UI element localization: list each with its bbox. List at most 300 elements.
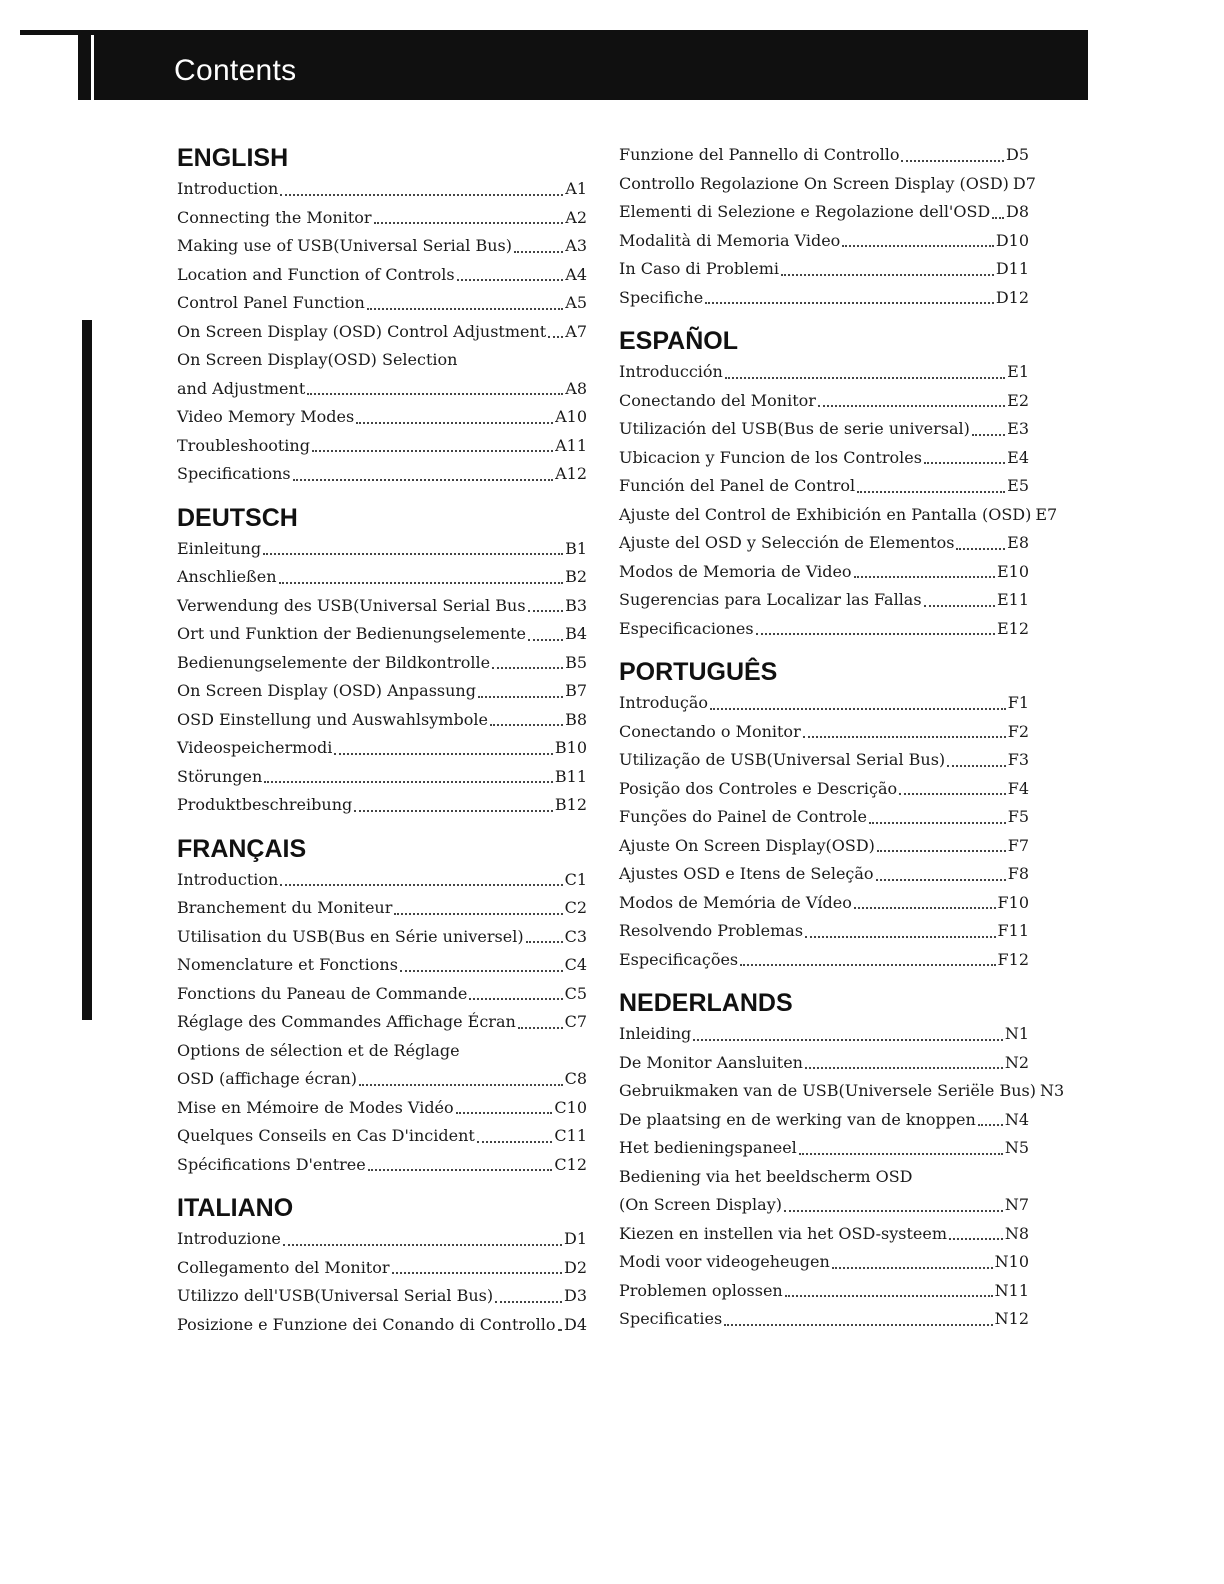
toc-entry-page: F4 — [1007, 778, 1029, 798]
dot-leader — [899, 793, 1006, 795]
toc-entry-page: A5 — [565, 293, 587, 312]
toc-entry — [619, 1305, 1029, 1334]
toc-entry-title: Specificaties — [619, 1309, 723, 1328]
toc-entry-title: Control Panel Function — [177, 293, 365, 312]
toc-entry-title: Ajuste On Screen Display(OSD) — [619, 835, 875, 855]
toc-entry — [619, 1077, 1065, 1106]
toc-entry-title: Réglage des Commandes Affichage Écran — [177, 1012, 516, 1031]
toc-entry — [177, 1151, 587, 1180]
toc-entry-page: C10 — [554, 1097, 587, 1117]
toc-entry-page: F5 — [1007, 807, 1029, 826]
toc-entry-page: F7 — [1007, 835, 1029, 855]
dot-leader — [477, 1141, 553, 1143]
toc-entry-title: Conectando o Monitor — [619, 721, 801, 741]
toc-entry — [177, 677, 587, 706]
toc-entry-title: On Screen Display(OSD) Selection — [177, 350, 458, 369]
dot-leader — [367, 308, 563, 310]
dot-leader — [949, 1238, 1003, 1240]
toc-entry-page: C3 — [564, 926, 587, 946]
toc-entry-title: On Screen Display (OSD) Control Adjustment — [177, 321, 547, 341]
dot-leader — [283, 1244, 562, 1246]
toc-section — [619, 141, 1036, 312]
toc-entry-title: Posição dos Controles e Descrição — [619, 778, 898, 798]
dot-leader — [924, 605, 995, 607]
toc-entry — [177, 894, 587, 923]
toc-entry-title: Sugerencias para Localizar las Fallas — [619, 590, 922, 609]
toc-entry-title: Controllo Regolazione On Screen Display (OSD) — [619, 173, 1009, 193]
toc-entry-title: Funzione del Pannello di Controllo — [619, 145, 900, 164]
toc-entry-title: Utilização de USB(Universal Serial Bus) — [619, 750, 946, 769]
toc-entry-page: D2 — [563, 1257, 587, 1277]
dot-leader — [526, 941, 563, 943]
dot-leader — [756, 633, 995, 635]
toc-section — [177, 143, 587, 489]
toc-entry-page: D10 — [995, 230, 1029, 250]
toc-entry-title: De Monitor Aansluiten — [619, 1052, 803, 1072]
dot-leader — [457, 279, 564, 281]
dot-leader — [832, 1267, 993, 1269]
toc-entry-title: Mise en Mémoire de Modes Vidéo — [177, 1097, 454, 1117]
toc-entry-page: B10 — [554, 738, 587, 757]
toc-entry-title: Branchement du Moniteur — [177, 898, 393, 917]
dot-leader — [978, 1124, 1003, 1126]
dot-leader — [725, 377, 1005, 379]
section-heading: NEDERLANDS — [619, 989, 793, 1017]
toc-entry — [619, 284, 1029, 313]
dot-leader — [293, 479, 553, 481]
dot-leader — [456, 1112, 553, 1114]
dot-leader — [518, 1027, 563, 1029]
toc-entry — [619, 832, 1029, 861]
toc-section — [177, 1193, 587, 1339]
toc-entry-page: C5 — [564, 983, 587, 1003]
toc-entry-page: E5 — [1007, 476, 1029, 495]
toc-entry — [619, 387, 1029, 416]
toc-entry — [619, 718, 1029, 747]
toc-entry-page: B1 — [565, 538, 587, 558]
dot-leader — [528, 610, 564, 612]
toc-entry-page: F12 — [997, 949, 1029, 969]
toc-entry — [177, 261, 587, 290]
toc-entry — [619, 415, 1029, 444]
toc-entry-title: Collegamento del Monitor — [177, 1257, 390, 1277]
toc-entry — [619, 615, 1029, 644]
toc-entry-title: Location and Function of Controls — [177, 264, 455, 284]
dot-leader — [693, 1039, 1003, 1041]
toc-entry — [177, 1282, 587, 1311]
toc-entry-title: Connecting the Monitor — [177, 207, 372, 227]
toc-entry-title: Ubicacion y Funcion de los Controles — [619, 447, 922, 467]
dot-leader — [307, 393, 563, 395]
section-heading: FRANÇAIS — [177, 834, 307, 863]
toc-entry — [177, 375, 587, 404]
toc-entry-title: Produktbeschreibung — [177, 795, 353, 814]
dot-leader — [740, 964, 995, 966]
toc-entry-title: Fonctions du Paneau de Commande — [177, 983, 468, 1003]
toc-entry — [177, 563, 587, 592]
toc-entry-title: Videospeichermodi — [177, 738, 333, 757]
toc-entry — [619, 1248, 1029, 1277]
toc-entry-title: Introduzione — [177, 1229, 281, 1248]
toc-entry — [619, 227, 1029, 256]
section-heading: DEUTSCH — [177, 503, 298, 532]
toc-entry — [177, 535, 587, 564]
toc-entry-page: F10 — [997, 892, 1029, 912]
toc-entry-page: N11 — [994, 1280, 1029, 1300]
toc-entry — [619, 803, 1029, 832]
toc-entry-page: F11 — [997, 921, 1029, 940]
toc-entry-page: A4 — [565, 264, 587, 284]
toc-entry-title: Posizione e Funzione dei Conando di Controllo — [177, 1314, 556, 1334]
toc-entry-page: A2 — [565, 207, 587, 227]
toc-entry — [177, 980, 587, 1009]
toc-entry-page: A11 — [555, 435, 587, 455]
toc-entry-page: B4 — [565, 624, 587, 643]
toc-entry-title: Modos de Memória de Vídeo — [619, 892, 852, 912]
toc-entry — [619, 689, 1029, 718]
toc-entry-title: Utilización del USB(Bus de serie universal) — [619, 419, 970, 438]
toc-entry-page: N12 — [994, 1309, 1029, 1328]
header-bar — [94, 30, 1088, 100]
dot-leader — [710, 708, 1006, 710]
section-heading: ESPAÑOL — [619, 327, 738, 355]
dot-leader — [876, 879, 1006, 881]
dot-leader — [901, 160, 1004, 162]
toc-entry — [619, 1049, 1029, 1078]
dot-leader — [263, 553, 563, 555]
toc-entry-title: Ajustes OSD e Itens de Seleção — [619, 864, 874, 883]
dot-leader — [972, 434, 1005, 436]
dot-leader — [356, 422, 553, 424]
toc-entry — [619, 501, 1058, 530]
toc-entry — [177, 649, 587, 678]
header-bracket — [78, 30, 91, 100]
toc-entry-title: OSD (affichage écran) — [177, 1069, 358, 1088]
toc-section — [619, 657, 1029, 974]
toc-entry-page: C2 — [564, 898, 587, 917]
dot-leader — [490, 724, 563, 726]
toc-entry-page: E8 — [1007, 533, 1029, 552]
toc-entry — [177, 289, 587, 318]
dot-leader — [785, 1295, 993, 1297]
toc-entry-title: Het bedieningspaneel — [619, 1138, 797, 1157]
toc-entry-page: F2 — [1007, 721, 1029, 741]
toc-entry-page: N2 — [1004, 1052, 1029, 1072]
toc-entry — [177, 791, 587, 820]
toc-entry-title: Quelques Conseils en Cas D'incident — [177, 1126, 475, 1145]
toc-entry — [177, 620, 587, 649]
toc-entry-page: N10 — [994, 1252, 1029, 1271]
toc-entry-page: C4 — [564, 955, 587, 974]
toc-entry-page: B12 — [554, 795, 587, 814]
toc-entry-page: N3 — [1040, 1081, 1065, 1100]
toc-right-column — [619, 143, 1065, 1334]
toc-entry-title: Conectando del Monitor — [619, 390, 816, 410]
toc-entry-title: Utilizzo dell'USB(Universal Serial Bus) — [177, 1286, 494, 1305]
toc-entry-title: De plaatsing en de werking van de knoppen — [619, 1109, 976, 1129]
toc-entry — [177, 1008, 587, 1037]
toc-entry — [619, 1020, 1029, 1049]
dot-leader — [805, 1067, 1003, 1069]
toc-entry-title: In Caso di Problemi — [619, 259, 780, 278]
toc-entry — [619, 472, 1029, 501]
toc-entry-title: Kiezen en instellen via het OSD-systeem — [619, 1223, 947, 1243]
toc-entry-page: N7 — [1004, 1195, 1029, 1214]
dot-leader — [781, 274, 994, 276]
dot-leader — [842, 245, 994, 247]
toc-entry — [619, 255, 1029, 284]
side-bar — [82, 320, 92, 1020]
toc-entry-page: B7 — [565, 681, 587, 700]
dot-leader — [374, 222, 564, 224]
toc-entry-page: B2 — [565, 567, 587, 586]
dot-leader — [312, 450, 553, 452]
toc-entry-title: Video Memory Modes — [177, 407, 355, 426]
toc-entry-title: Inleiding — [619, 1024, 692, 1043]
dot-leader — [558, 1329, 562, 1331]
toc-entry-page: B5 — [565, 652, 587, 672]
toc-entry-page: A1 — [565, 179, 587, 198]
dot-leader — [334, 753, 553, 755]
toc-entry — [177, 175, 587, 204]
toc-entry-title: Funções do Painel de Controle — [619, 807, 867, 826]
toc-entry — [177, 706, 587, 735]
toc-entry-title: Bedienungselemente der Bildkontrolle — [177, 652, 491, 672]
toc-entry — [177, 204, 587, 233]
toc-entry — [619, 775, 1029, 804]
toc-entry — [177, 923, 587, 952]
dot-leader — [548, 336, 563, 338]
toc-entry — [177, 592, 587, 621]
toc-entry-title: Ort und Funktion der Bedienungselemente — [177, 624, 526, 643]
dot-leader — [705, 302, 994, 304]
toc-entry — [177, 1065, 587, 1094]
section-heading: ITALIANO — [177, 1194, 294, 1222]
toc-entry — [177, 403, 587, 432]
toc-entry-title: Problemen oplossen — [619, 1280, 783, 1300]
toc-entry-title: Verwendung des USB(Universal Serial Bus — [177, 595, 526, 615]
toc-section — [619, 326, 1058, 643]
dot-leader — [469, 998, 562, 1000]
toc-entry — [177, 763, 587, 792]
toc-entry-title: Especificaciones — [619, 618, 754, 638]
toc-entry-page: C7 — [564, 1012, 587, 1031]
toc-entry — [619, 946, 1029, 975]
toc-entry-page: A10 — [555, 407, 587, 426]
toc-entry-page: E10 — [996, 561, 1029, 581]
toc-entry-page: D4 — [563, 1314, 587, 1334]
section-heading: ENGLISH — [177, 144, 289, 172]
toc-entry-title: Utilisation du USB(Bus en Série universel) — [177, 926, 524, 946]
toc-entry — [619, 170, 1036, 199]
toc-entry-title: Especificações — [619, 949, 739, 969]
toc-entry-page: N4 — [1004, 1109, 1029, 1129]
toc-entry-page: E7 — [1035, 504, 1058, 524]
dot-leader — [857, 491, 1005, 493]
toc-entry — [177, 318, 587, 347]
toc-entry-page: N5 — [1004, 1138, 1029, 1157]
dot-leader — [924, 462, 1005, 464]
toc-entry — [619, 558, 1029, 587]
toc-entry-page: F8 — [1007, 864, 1029, 883]
toc-entry-page: A7 — [565, 321, 587, 341]
toc-entry — [619, 746, 1029, 775]
toc-entry-page: N8 — [1004, 1223, 1029, 1243]
dot-leader — [280, 884, 562, 886]
toc-entry-title: (On Screen Display) — [619, 1195, 782, 1214]
toc-entry-title: Spécifications D'entree — [177, 1154, 366, 1174]
dot-leader — [478, 696, 563, 698]
toc-entry-title: Nomenclature et Fonctions — [177, 955, 398, 974]
dot-leader — [528, 639, 563, 641]
dot-leader — [877, 850, 1006, 852]
toc-entry-title: Elementi di Selezione e Regolazione dell'OSD — [619, 202, 991, 221]
dot-leader — [354, 810, 553, 812]
toc-entry-title: Introducción — [619, 362, 723, 381]
toc-entry-title: On Screen Display (OSD) Anpassung — [177, 681, 476, 700]
dot-leader — [992, 217, 1004, 219]
dot-leader — [394, 913, 562, 915]
toc-entry — [177, 1037, 587, 1066]
toc-entry-title: Función del Panel de Control — [619, 476, 856, 495]
toc-entry — [177, 866, 587, 895]
toc-entry — [619, 1163, 1029, 1192]
toc-entry — [619, 529, 1029, 558]
toc-entry — [619, 1220, 1029, 1249]
dot-leader — [854, 576, 995, 578]
toc-entry — [177, 432, 587, 461]
page-title: Contents — [174, 54, 297, 87]
toc-entry — [619, 860, 1029, 889]
toc-entry-title: Modos de Memoria de Video — [619, 561, 852, 581]
toc-entry-page: F3 — [1007, 750, 1029, 769]
toc-entry-title: Introdução — [619, 693, 709, 712]
toc-entry-title: Options de sélection et de Réglage — [177, 1040, 460, 1060]
dot-leader — [724, 1324, 992, 1326]
dot-leader — [495, 1301, 562, 1303]
toc-entry — [619, 358, 1029, 387]
dot-leader — [956, 548, 1005, 550]
toc-entry-title: Introduction — [177, 179, 279, 198]
toc-section — [177, 503, 587, 820]
toc-entry — [619, 917, 1029, 946]
toc-entry-title: Modi voor videogeheugen — [619, 1252, 830, 1271]
toc-entry — [619, 1277, 1029, 1306]
toc-entry-page: B3 — [565, 595, 587, 615]
toc-entry-title: Introduction — [177, 869, 279, 889]
toc-entry-title: and Adjustment — [177, 378, 306, 398]
toc-entry-page: D11 — [995, 259, 1029, 278]
toc-entry — [177, 734, 587, 763]
dot-leader — [392, 1272, 562, 1274]
toc-entry — [177, 1225, 587, 1254]
toc-entry-title: Bediening via het beeldscherm OSD — [619, 1166, 913, 1186]
toc-entry — [619, 889, 1029, 918]
toc-entry-title: Ajuste del OSD y Selección de Elementos — [619, 533, 955, 552]
toc-entry-page: D1 — [563, 1229, 587, 1248]
toc-entry-page: C1 — [564, 869, 587, 889]
toc-entry-title: Specifiche — [619, 287, 704, 307]
toc-entry-title: Gebruikmaken van de USB(Universele Seriële Bus) — [619, 1081, 1036, 1100]
toc-entry-title: Making use of USB(Universal Serial Bus) — [177, 236, 512, 255]
dot-leader — [799, 1153, 1003, 1155]
dot-leader — [492, 667, 563, 669]
toc-entry-page: E3 — [1007, 419, 1029, 438]
section-heading: PORTUGUÊS — [619, 658, 778, 686]
toc-entry-page: D12 — [995, 287, 1029, 307]
toc-entry — [177, 1311, 587, 1340]
dot-leader — [947, 765, 1006, 767]
toc-entry-page: D7 — [1012, 173, 1036, 193]
toc-entry — [177, 1254, 587, 1283]
toc-entry — [619, 444, 1029, 473]
dot-leader — [280, 194, 563, 196]
toc-entry — [177, 460, 587, 489]
toc-left-column — [177, 143, 587, 1339]
dot-leader — [400, 970, 563, 972]
toc-entry-page: D3 — [563, 1286, 587, 1305]
dot-leader — [279, 582, 564, 584]
toc-entry — [177, 232, 587, 261]
toc-entry-title: Specifications — [177, 464, 291, 483]
toc-entry-page: D5 — [1005, 145, 1029, 164]
dot-leader — [869, 822, 1006, 824]
toc-entry-page: F1 — [1007, 693, 1029, 712]
dot-leader — [784, 1210, 1003, 1212]
toc-entry-page: C12 — [554, 1154, 587, 1174]
toc-entry-title: Einleitung — [177, 538, 262, 558]
toc-entry-page: C11 — [554, 1126, 587, 1145]
toc-entry-title: Ajuste del Control de Exhibición en Pantalla (OSD) — [619, 504, 1032, 524]
dot-leader — [803, 736, 1006, 738]
toc-entry — [177, 951, 587, 980]
toc-entry-page: A12 — [555, 464, 587, 483]
dot-leader — [854, 907, 996, 909]
toc-entry — [619, 141, 1029, 170]
toc-entry — [619, 586, 1029, 615]
dot-leader — [805, 936, 995, 938]
toc-entry — [177, 1122, 587, 1151]
toc-entry-title: Troubleshooting — [177, 435, 310, 455]
toc-entry-page: A8 — [565, 378, 587, 398]
toc-entry-page: D8 — [1005, 202, 1029, 221]
dot-leader — [359, 1084, 563, 1086]
toc-entry — [177, 1094, 587, 1123]
toc-entry-title: Resolvendo Problemas — [619, 921, 804, 940]
toc-entry — [619, 1106, 1029, 1135]
toc-entry-page: E4 — [1007, 447, 1029, 467]
toc-entry — [619, 1134, 1029, 1163]
toc-entry-title: Störungen — [177, 766, 263, 786]
toc-entry-page: E2 — [1007, 390, 1029, 410]
dot-leader — [514, 251, 563, 253]
toc-entry-title: OSD Einstellung und Auswahlsymbole — [177, 709, 488, 729]
toc-entry — [619, 198, 1029, 227]
toc-entry-page: E11 — [996, 590, 1029, 609]
toc-entry-page: A3 — [565, 236, 587, 255]
toc-entry-page: C8 — [564, 1069, 587, 1088]
dot-leader — [264, 781, 553, 783]
toc-entry-page: B11 — [554, 766, 587, 786]
toc-entry-page: B8 — [565, 709, 587, 729]
toc-entry — [619, 1191, 1029, 1220]
toc-entry-page: E1 — [1007, 362, 1029, 381]
toc-entry — [177, 346, 587, 375]
toc-section — [619, 988, 1065, 1334]
toc-entry-page: N1 — [1004, 1024, 1029, 1043]
dot-leader — [818, 405, 1005, 407]
toc-entry-title: Modalità di Memoria Video — [619, 230, 841, 250]
